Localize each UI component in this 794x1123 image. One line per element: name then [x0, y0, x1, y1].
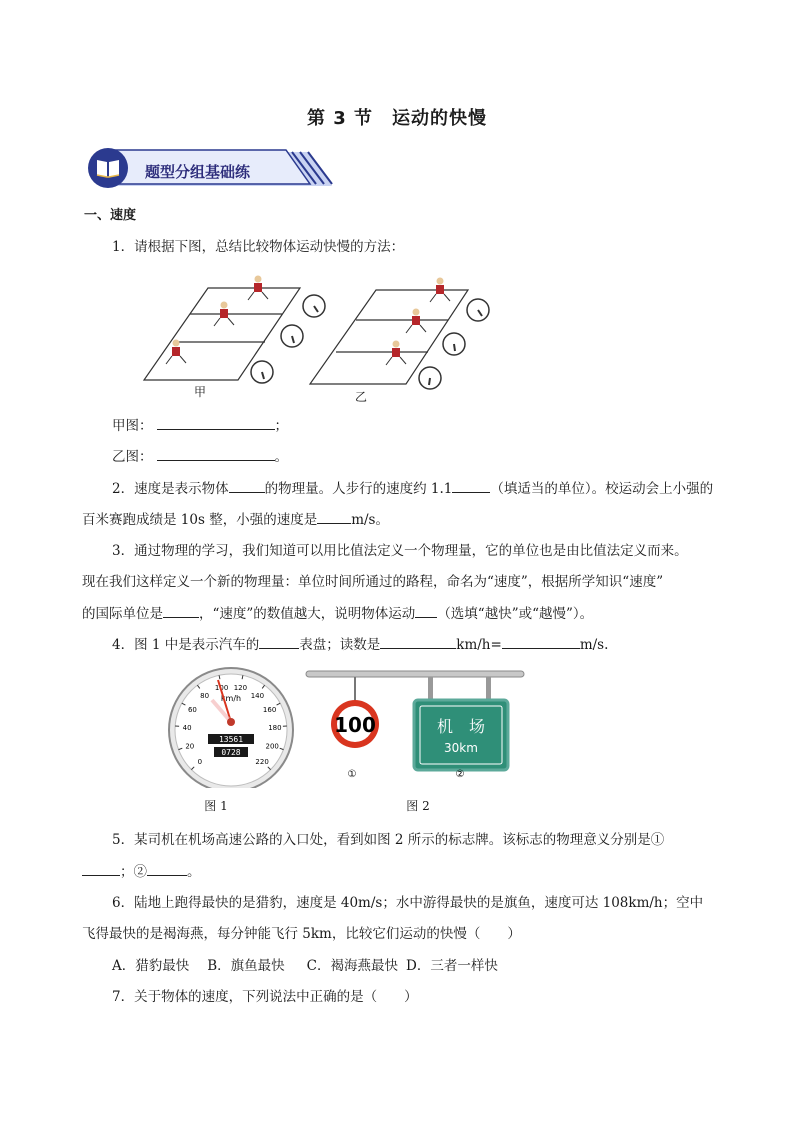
question-7-text: 7．关于物体的速度，下列说法中正确的是（ ） — [112, 989, 418, 1005]
q2-text-b: 的物理量。人步行的速度约 1.1 — [264, 481, 453, 497]
question-1-text: 1．请根据下图，总结比较物体运动快慢的方法： — [112, 239, 405, 255]
answer-yi-blank[interactable] — [157, 446, 275, 461]
q2-blank-2[interactable] — [452, 478, 490, 493]
question-5-line2 — [82, 861, 201, 882]
road-signs-figure — [300, 666, 528, 786]
speedometer-unit: km/h — [220, 694, 242, 703]
q5-text-b: ；② — [120, 864, 147, 880]
speedometer-tick-label: 40 — [182, 723, 192, 732]
q4-blank-1[interactable] — [259, 634, 299, 649]
q4-text-d: m/s. — [579, 637, 609, 653]
q3-blank-2[interactable] — [415, 603, 437, 618]
q3-text-b: ，“速度”的数值越大，说明物体运动 — [199, 606, 416, 622]
trip-readout: 0728 — [221, 748, 241, 757]
question-2-line2 — [82, 509, 389, 530]
page-title: 第 3 节 运动的快慢 — [306, 108, 488, 129]
q4-text-a: 4．图 1 中是表示汽车的 — [112, 637, 260, 653]
speedometer-tick-label: 100 — [214, 684, 229, 692]
question-2-line1 — [112, 478, 713, 499]
q2-text-c: （填适当的单位）。校运动会上小强的 — [490, 481, 714, 497]
q5-blank-2[interactable] — [147, 861, 187, 876]
speedometer-tick-label: 160 — [262, 705, 277, 714]
answer-yi-end: 。 — [274, 449, 288, 465]
figure-2-caption: 图 2 — [406, 799, 430, 813]
section-heading: 一、速度 — [84, 208, 137, 223]
question-3-line3 — [82, 603, 593, 624]
speedometer-tick-label: 20 — [185, 742, 195, 751]
banner-label: 题型分组基础练 — [145, 163, 251, 181]
question-3-line1: 3．通过物理的学习，我们知道可以用比值法定义一个物理量，它的单位也是由比值法定义而来。 — [112, 543, 688, 559]
speedometer-tick-label: 60 — [187, 705, 197, 714]
answer-jia-end: ； — [274, 418, 288, 434]
q2-blank-3[interactable] — [317, 509, 351, 524]
q2-text-e: m/s。 — [351, 512, 389, 528]
q3-blank-1[interactable] — [163, 603, 199, 618]
q5-text-d: 。 — [187, 864, 201, 880]
airport-sign-distance: 30km — [444, 741, 478, 755]
q3-text-c: （选填“越快”或“越慢”）。 — [437, 606, 594, 622]
answer-jia-blank[interactable] — [157, 415, 275, 430]
q4-blank-3[interactable] — [502, 634, 580, 649]
q3-text-a: 的国际单位是 — [82, 606, 163, 622]
speedometer-tick-label: 0 — [197, 758, 203, 767]
speedometer-tick-label: 220 — [255, 758, 269, 767]
q2-text-d: 百米赛跑成绩是 10s 整，小强的速度是 — [82, 512, 318, 528]
answer-jia-row — [112, 415, 288, 436]
speed-limit-value: 100 — [334, 713, 376, 737]
option-b[interactable]: B．旗鱼最快 — [207, 958, 285, 974]
speedometer-tick-label: 200 — [265, 742, 279, 751]
question-5-line1: 5．某司机在机场高速公路的入口处，看到如图 2 所示的标志牌。该标志的物理意义分别是① — [112, 832, 665, 848]
question-6-line1: 6．陆地上跑得最快的是猎豹，速度是 40m/s；水中游得最快的是旗鱼，速度可达 108km/h；空中 — [112, 895, 704, 911]
question-3-line2: 现在我们这样定义一个新的物理量：单位时间所通过的路程，命名为“速度”，根据所学知识“速度” — [82, 574, 664, 590]
speedometer-tick-label: 120 — [233, 684, 248, 692]
option-a[interactable]: A．猎豹最快 — [112, 958, 190, 974]
q2-blank-1[interactable] — [229, 478, 265, 493]
figure-yi-label: 乙 — [354, 390, 367, 404]
stopwatch-icon — [251, 295, 489, 389]
speedometer-tick-label: 140 — [250, 691, 265, 700]
answer-jia-label: 甲图： — [112, 418, 153, 434]
speedometer-tick-label: 80 — [200, 691, 210, 700]
question-4-line — [112, 634, 608, 655]
mark-1: ① — [347, 769, 357, 780]
speedometer-figure — [164, 664, 298, 788]
question-6-line2: 飞得最快的是褐海燕，每分钟能飞行 5km，比较它们运动的快慢（ ） — [82, 926, 521, 942]
q4-text-b: 表盘；读数是 — [299, 637, 381, 653]
speedometer-tick-label: 180 — [268, 723, 282, 732]
q2-text-a: 2．速度是表示物体 — [112, 481, 229, 497]
q4-blank-2[interactable] — [380, 634, 456, 649]
q4-text-c: km/h= — [456, 637, 502, 653]
airport-sign-name: 机 场 — [436, 717, 486, 736]
odometer-readout: 13561 — [218, 735, 244, 744]
q5-blank-1[interactable] — [82, 861, 120, 876]
answer-yi-row — [112, 446, 288, 467]
figure-1-caption: 图 1 — [204, 799, 228, 813]
answer-yi-label: 乙图： — [112, 449, 153, 465]
option-c[interactable]: C．褐海燕最快 — [306, 958, 399, 974]
option-d[interactable]: D．三者一样快 — [406, 958, 498, 974]
mark-2: ② — [455, 769, 465, 780]
runner-icon — [166, 276, 268, 365]
figure-jia-label: 甲 — [193, 385, 206, 399]
question-6-options — [112, 956, 498, 976]
